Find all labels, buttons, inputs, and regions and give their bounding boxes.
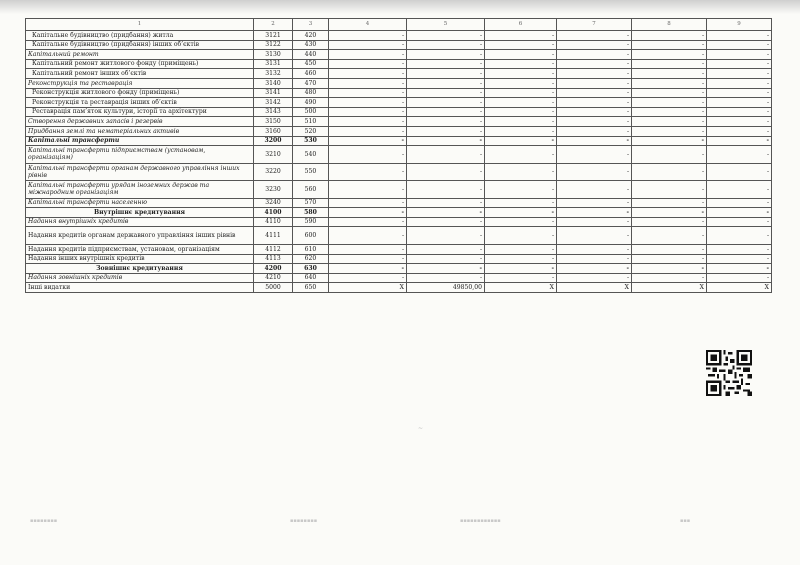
row-label: Надання інших внутрішніх кредитів	[26, 254, 254, 264]
row-code: 3140	[254, 78, 293, 88]
row-col-5: -	[407, 208, 485, 218]
row-col-7: -	[557, 98, 632, 108]
row-code: 4111	[254, 227, 293, 245]
row-code: 3143	[254, 107, 293, 117]
row-label: Придбання землі та нематеріальних активів	[26, 126, 254, 136]
row-col-8: -	[632, 98, 707, 108]
row-line: 520	[293, 126, 329, 136]
row-line: 510	[293, 117, 329, 127]
row-col-6: -	[485, 254, 557, 264]
row-col-9: -	[707, 244, 772, 254]
row-col-8: -	[632, 146, 707, 164]
row-col-9: -	[707, 208, 772, 218]
row-col-6: -	[485, 264, 557, 274]
row-label: Капітальні трансферти	[26, 136, 254, 146]
row-col-7: -	[557, 69, 632, 79]
row-col-8: -	[632, 40, 707, 50]
row-col-6: -	[485, 78, 557, 88]
row-code: 3220	[254, 163, 293, 181]
row-label: Капітальні трансферти населенню	[26, 198, 254, 208]
row-col-6: -	[485, 69, 557, 79]
row-col-7: -	[557, 146, 632, 164]
header-col-3: 3	[293, 19, 329, 31]
row-col-7: -	[557, 208, 632, 218]
row-line: 560	[293, 181, 329, 199]
row-col-9: -	[707, 198, 772, 208]
row-col-4: -	[329, 98, 407, 108]
row-col-6: -	[485, 126, 557, 136]
row-line: 570	[293, 198, 329, 208]
row-col-4: -	[329, 117, 407, 127]
row-code: 3142	[254, 98, 293, 108]
row-line: 630	[293, 264, 329, 274]
row-col-8: -	[632, 244, 707, 254]
row-label: Надання кредитів підприємствам, установам, організаціям	[26, 244, 254, 254]
row-col-7: -	[557, 217, 632, 227]
row-label: Реконструкція та реставрація	[26, 78, 254, 88]
row-line: 460	[293, 69, 329, 79]
row-line: 500	[293, 107, 329, 117]
row-line: 650	[293, 283, 329, 293]
row-col-4: -	[329, 217, 407, 227]
row-code: 4113	[254, 254, 293, 264]
row-col-5: -	[407, 264, 485, 274]
row-code: 3210	[254, 146, 293, 164]
row-col-6: -	[485, 146, 557, 164]
header-col-7: 7	[557, 19, 632, 31]
row-code: 4100	[254, 208, 293, 218]
row-col-4: -	[329, 273, 407, 283]
footer-faint-3: ▪▪▪▪▪▪▪▪▪▪▪▪	[460, 518, 501, 524]
header-col-1: 1	[26, 19, 254, 31]
row-col-9: -	[707, 163, 772, 181]
row-col-6: -	[485, 198, 557, 208]
row-col-7: -	[557, 254, 632, 264]
row-col-9: -	[707, 273, 772, 283]
qr-code-icon	[706, 350, 752, 396]
table-row	[26, 217, 772, 227]
row-col-8: -	[632, 227, 707, 245]
row-col-7: -	[557, 59, 632, 69]
table-row	[26, 31, 772, 41]
row-col-6: -	[485, 50, 557, 60]
row-col-7: -	[557, 198, 632, 208]
header-col-4: 4	[329, 19, 407, 31]
row-line: 590	[293, 217, 329, 227]
table-row	[26, 98, 772, 108]
row-label: Капітальні трансферти підприємствам (установам, організаціям)	[26, 146, 254, 164]
row-line: 440	[293, 50, 329, 60]
row-col-6: -	[485, 117, 557, 127]
row-col-9: -	[707, 69, 772, 79]
row-line: 420	[293, 31, 329, 41]
row-col-5: -	[407, 227, 485, 245]
row-code: 3240	[254, 198, 293, 208]
row-col-8: -	[632, 126, 707, 136]
row-label: Капітальний ремонт житлового фонду (приміщень)	[26, 59, 254, 69]
row-col-4: -	[329, 208, 407, 218]
row-col-6: -	[485, 181, 557, 199]
row-code: 3200	[254, 136, 293, 146]
row-col-5: -	[407, 136, 485, 146]
row-col-7: -	[557, 107, 632, 117]
row-col-5: -	[407, 217, 485, 227]
row-col-8: -	[632, 181, 707, 199]
row-code: 3122	[254, 40, 293, 50]
row-code: 3230	[254, 181, 293, 199]
row-col-4: -	[329, 227, 407, 245]
row-label: Надання внутрішніх кредитів	[26, 217, 254, 227]
row-col-4: -	[329, 136, 407, 146]
row-col-4: -	[329, 50, 407, 60]
scan-top-shadow	[0, 0, 800, 14]
table-row	[26, 40, 772, 50]
row-line: 620	[293, 254, 329, 264]
row-line: 450	[293, 59, 329, 69]
row-col-5: -	[407, 69, 485, 79]
row-label: Інші видатки	[26, 283, 254, 293]
row-col-5: -	[407, 244, 485, 254]
row-col-9: -	[707, 98, 772, 108]
row-col-7: -	[557, 273, 632, 283]
row-label: Капітальні трансферти органам державного управління інших рівнів	[26, 163, 254, 181]
row-col-9: -	[707, 31, 772, 41]
row-label: Капітальний ремонт інших об’єктів	[26, 69, 254, 79]
row-col-8: -	[632, 78, 707, 88]
row-col-5: -	[407, 107, 485, 117]
row-line: 480	[293, 88, 329, 98]
row-col-7: -	[557, 244, 632, 254]
table-row	[26, 273, 772, 283]
row-col-4: -	[329, 146, 407, 164]
row-line: 530	[293, 136, 329, 146]
footer-faint-2: ▪▪▪▪▪▪▪▪	[290, 518, 318, 524]
row-col-4: -	[329, 264, 407, 274]
row-col-6: -	[485, 40, 557, 50]
row-col-7: -	[557, 31, 632, 41]
row-col-7: -	[557, 227, 632, 245]
row-code: 4112	[254, 244, 293, 254]
row-line: 470	[293, 78, 329, 88]
expenditure-report-table	[25, 18, 772, 293]
row-label: Створення державних запасів і резервів	[26, 117, 254, 127]
row-code: 5000	[254, 283, 293, 293]
header-col-8: 8	[632, 19, 707, 31]
row-col-5: -	[407, 181, 485, 199]
row-col-9: -	[707, 227, 772, 245]
row-col-6: -	[485, 31, 557, 41]
table-row	[26, 69, 772, 79]
header-col-6: 6	[485, 19, 557, 31]
row-col-4: X	[329, 283, 407, 293]
row-col-9: -	[707, 264, 772, 274]
row-line: 490	[293, 98, 329, 108]
table-row	[26, 50, 772, 60]
row-col-7: -	[557, 163, 632, 181]
table-row	[26, 181, 772, 199]
row-col-8: -	[632, 217, 707, 227]
row-col-8: -	[632, 69, 707, 79]
header-col-9: 9	[707, 19, 772, 31]
row-line: 610	[293, 244, 329, 254]
row-label: Капітальне будівництво (придбання) інших об’єктів	[26, 40, 254, 50]
row-code: 4200	[254, 264, 293, 274]
row-col-4: -	[329, 163, 407, 181]
row-col-8: -	[632, 107, 707, 117]
row-col-8: -	[632, 163, 707, 181]
row-col-5: -	[407, 198, 485, 208]
row-col-8: -	[632, 88, 707, 98]
row-col-9: -	[707, 181, 772, 199]
row-col-7: -	[557, 50, 632, 60]
row-col-8: -	[632, 254, 707, 264]
row-col-5: -	[407, 78, 485, 88]
row-col-9: -	[707, 59, 772, 69]
row-col-5: -	[407, 117, 485, 127]
row-label: Капітальне будівництво (придбання) житла	[26, 31, 254, 41]
table-row	[26, 88, 772, 98]
row-label: Зовнішнє кредитування	[26, 264, 254, 274]
row-code: 3150	[254, 117, 293, 127]
row-code: 3130	[254, 50, 293, 60]
row-col-9: -	[707, 126, 772, 136]
row-col-4: -	[329, 69, 407, 79]
table-row	[26, 198, 772, 208]
row-col-9: -	[707, 88, 772, 98]
row-label: Реконструкція та реставрація інших об’єктів	[26, 98, 254, 108]
row-col-9: -	[707, 254, 772, 264]
row-col-5: -	[407, 59, 485, 69]
table-row	[26, 146, 772, 164]
row-col-6: -	[485, 227, 557, 245]
table-row	[26, 244, 772, 254]
row-col-5: -	[407, 40, 485, 50]
row-col-4: -	[329, 198, 407, 208]
row-col-4: -	[329, 40, 407, 50]
row-col-4: -	[329, 59, 407, 69]
row-col-5: -	[407, 88, 485, 98]
row-col-6: -	[485, 244, 557, 254]
table-row	[26, 163, 772, 181]
row-label: Надання зовнішніх кредитів	[26, 273, 254, 283]
footer-faint-1: ▪▪▪▪▪▪▪▪	[30, 518, 58, 524]
row-col-7: -	[557, 136, 632, 146]
row-col-7: -	[557, 40, 632, 50]
row-code: 3141	[254, 88, 293, 98]
table-row	[26, 136, 772, 146]
table-row	[26, 208, 772, 218]
row-col-7: -	[557, 264, 632, 274]
row-label: Капітальний ремонт	[26, 50, 254, 60]
row-line: 600	[293, 227, 329, 245]
row-code: 3132	[254, 69, 293, 79]
column-number-header-row	[26, 19, 772, 31]
row-col-9: X	[707, 283, 772, 293]
row-label: Надання кредитів органам державного управління інших рівнів	[26, 227, 254, 245]
row-col-9: -	[707, 107, 772, 117]
row-col-7: -	[557, 117, 632, 127]
row-col-5: -	[407, 50, 485, 60]
table-row	[26, 117, 772, 127]
row-col-5: -	[407, 254, 485, 264]
row-col-9: -	[707, 78, 772, 88]
footer-faint-4: ▪▪▪	[680, 518, 691, 524]
table-row	[26, 126, 772, 136]
row-col-9: -	[707, 146, 772, 164]
row-col-5: -	[407, 146, 485, 164]
table-row	[26, 254, 772, 264]
row-col-5: -	[407, 273, 485, 283]
row-label: Внутрішнє кредитування	[26, 208, 254, 218]
row-col-7: -	[557, 181, 632, 199]
header-col-2: 2	[254, 19, 293, 31]
row-col-7: -	[557, 126, 632, 136]
row-col-8: -	[632, 50, 707, 60]
row-line: 580	[293, 208, 329, 218]
row-col-6: -	[485, 59, 557, 69]
row-col-8: -	[632, 208, 707, 218]
table-row	[26, 283, 772, 293]
row-col-5: -	[407, 163, 485, 181]
table-row	[26, 227, 772, 245]
row-col-6: X	[485, 283, 557, 293]
row-col-5: -	[407, 98, 485, 108]
row-col-8: -	[632, 273, 707, 283]
row-col-8: -	[632, 136, 707, 146]
table-row	[26, 107, 772, 117]
row-col-9: -	[707, 117, 772, 127]
table-row	[26, 59, 772, 69]
row-col-6: -	[485, 163, 557, 181]
row-code: 3121	[254, 31, 293, 41]
row-col-9: -	[707, 136, 772, 146]
row-code: 3160	[254, 126, 293, 136]
row-col-8: -	[632, 117, 707, 127]
table-row	[26, 78, 772, 88]
row-col-4: -	[329, 181, 407, 199]
row-col-6: -	[485, 88, 557, 98]
row-line: 640	[293, 273, 329, 283]
header-col-5: 5	[407, 19, 485, 31]
row-col-6: -	[485, 98, 557, 108]
row-col-7: -	[557, 78, 632, 88]
row-col-8: -	[632, 198, 707, 208]
row-col-6: -	[485, 273, 557, 283]
row-code: 4210	[254, 273, 293, 283]
row-col-4: -	[329, 254, 407, 264]
row-col-5: 49850,00	[407, 283, 485, 293]
table-row	[26, 264, 772, 274]
scan-pen-mark: ~	[418, 425, 424, 432]
row-col-6: -	[485, 136, 557, 146]
row-label: Реставрація пам’яток культури, історії та архітектури	[26, 107, 254, 117]
row-col-8: -	[632, 59, 707, 69]
row-col-4: -	[329, 244, 407, 254]
row-line: 540	[293, 146, 329, 164]
row-col-8: -	[632, 264, 707, 274]
row-col-9: -	[707, 50, 772, 60]
row-col-4: -	[329, 88, 407, 98]
row-line: 430	[293, 40, 329, 50]
row-col-4: -	[329, 126, 407, 136]
row-line: 550	[293, 163, 329, 181]
row-code: 4110	[254, 217, 293, 227]
row-col-6: -	[485, 217, 557, 227]
row-col-5: -	[407, 31, 485, 41]
row-col-9: -	[707, 40, 772, 50]
row-col-7: -	[557, 88, 632, 98]
row-col-7: X	[557, 283, 632, 293]
row-label: Реконструкція житлового фонду (приміщень)	[26, 88, 254, 98]
row-col-9: -	[707, 217, 772, 227]
row-col-6: -	[485, 107, 557, 117]
row-col-8: X	[632, 283, 707, 293]
row-col-4: -	[329, 78, 407, 88]
row-col-4: -	[329, 31, 407, 41]
row-col-4: -	[329, 107, 407, 117]
row-col-6: -	[485, 208, 557, 218]
row-col-5: -	[407, 126, 485, 136]
row-label: Капітальні трансферти урядам іноземних держав та міжнародним організаціям	[26, 181, 254, 199]
row-code: 3131	[254, 59, 293, 69]
row-col-8: -	[632, 31, 707, 41]
